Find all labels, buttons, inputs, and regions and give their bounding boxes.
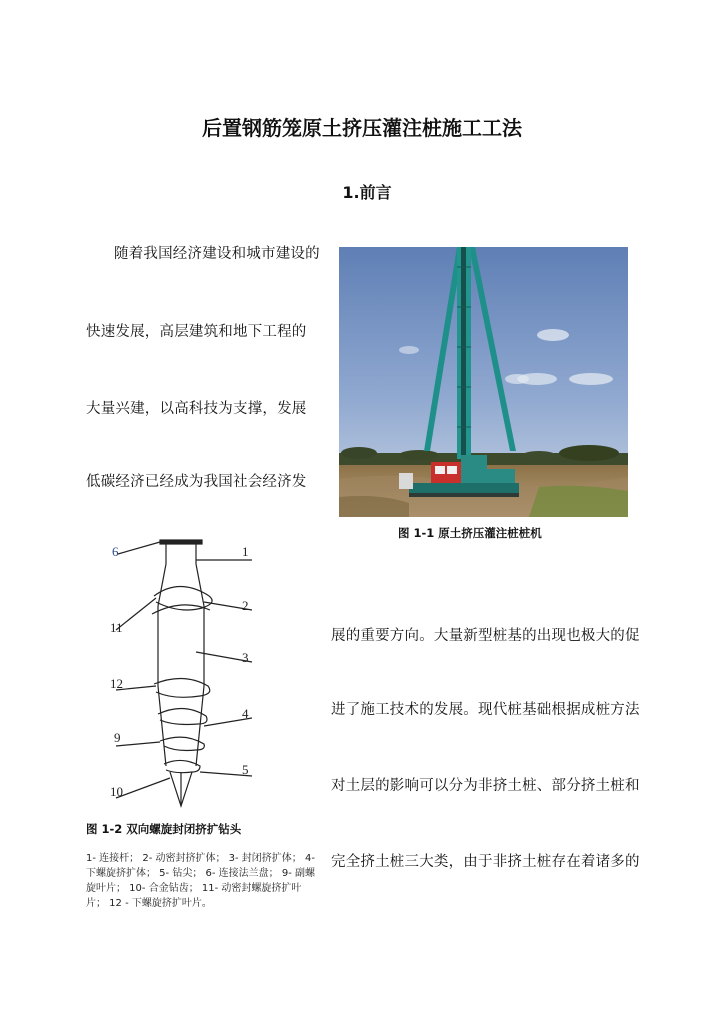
- part-label: 3: [242, 650, 249, 665]
- part-label: 1: [242, 544, 249, 559]
- paragraph-line: 完全挤土桩三大类，由于非挤土桩存在着诸多的: [331, 854, 640, 870]
- paragraph-line: 进了施工技术的发展。现代桩基础根据成桩方法: [331, 702, 640, 718]
- part-label: 6: [112, 544, 119, 559]
- figure-1-2-caption: 图 1-2 双向螺旋封闭挤扩钻头: [86, 822, 242, 836]
- paragraph-line: 快速发展，高层建筑和地下工程的: [86, 324, 307, 340]
- section-heading: 1.前言: [342, 183, 392, 202]
- part-label: 12: [110, 676, 123, 691]
- pile-machine-photo: [339, 247, 628, 517]
- paragraph-line: 对土层的影响可以分为非挤土桩、部分挤土桩和: [331, 778, 640, 794]
- part-label: 2: [242, 598, 249, 613]
- figure-1-2-legend: 1- 连接杆； 2- 动密封挤扩体； 3- 封闭挤扩体； 4- 下螺旋挤扩体； 5- 钻尖； 6- 连接法兰盘； 9- 副螺旋叶片； 10- 合金钻齿； 11- 动密封螺旋挤扩叶片； 12 - 下螺旋挤扩叶片。: [86, 853, 315, 909]
- paragraph-line: 大量兴建，以高科技为支撑，发展: [86, 401, 307, 417]
- paragraph-line: 低碳经济已经成为我国社会经济发: [86, 474, 307, 490]
- figure-1-1-caption: 图 1-1 原土挤压灌注桩桩机: [398, 526, 542, 540]
- part-label: 5: [242, 762, 249, 777]
- part-label: 11: [110, 620, 123, 635]
- drill-head-drawing: [104, 536, 268, 818]
- part-label: 9: [114, 730, 121, 745]
- paragraph-line: 展的重要方向。大量新型桩基的出现也极大的促: [331, 628, 640, 644]
- paragraph-line: 随着我国经济建设和城市建设的: [114, 246, 320, 262]
- part-label: 4: [242, 706, 249, 721]
- document-title: 后置钢筋笼原土挤压灌注桩施工工法: [202, 116, 522, 140]
- part-label: 10: [110, 784, 123, 799]
